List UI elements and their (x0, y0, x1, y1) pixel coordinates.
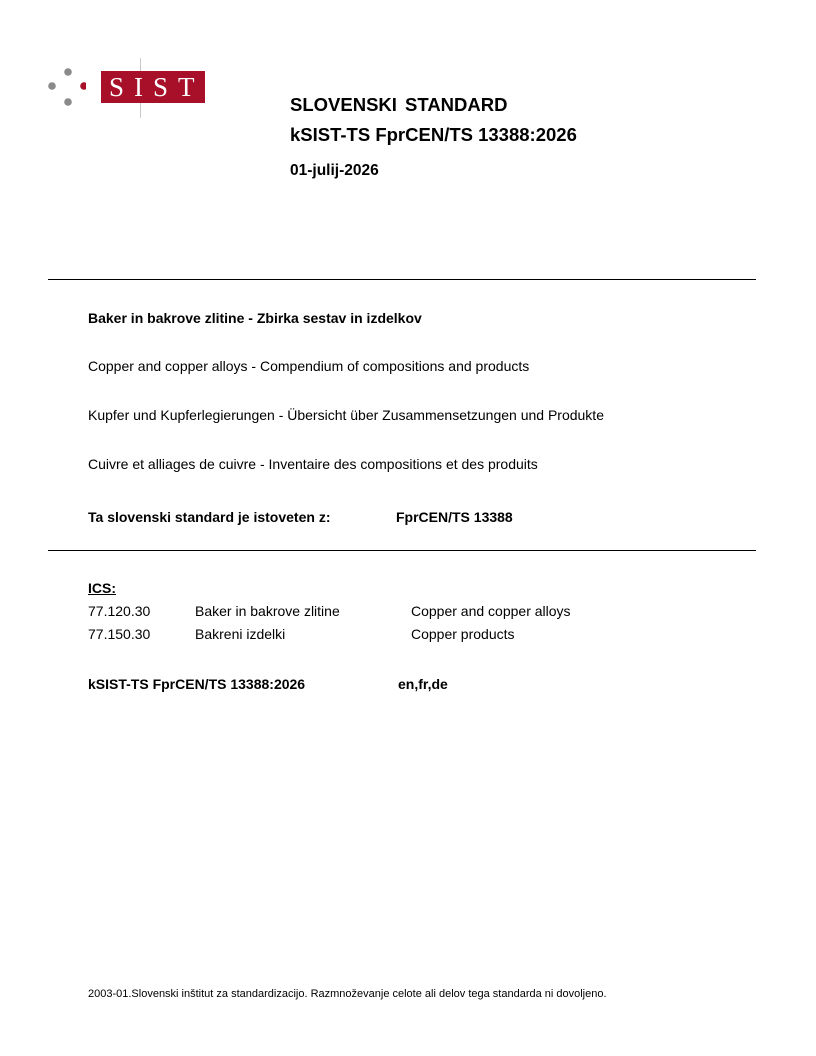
logo-dots-icon (46, 66, 86, 108)
standard-code-title: kSIST-TS FprCEN/TS 13388:2026 (290, 124, 577, 145)
ics-description-slovenian: Baker in bakrove zlitine (195, 603, 340, 619)
reference-languages: en,fr,de (398, 676, 448, 692)
ics-description-english: Copper products (411, 626, 515, 642)
standard-type-title: SLOVENSKI STANDARD (290, 94, 508, 115)
divider-middle (48, 550, 756, 551)
identity-label: Ta slovenski standard je istoveten z: (88, 509, 331, 525)
divider-top (48, 279, 756, 280)
ics-description-english: Copper and copper alloys (411, 603, 571, 619)
ics-description-slovenian: Bakreni izdelki (195, 626, 286, 642)
copyright-footer: 2003-01.Slovenski inštitut za standardizacijo. Razmnoževanje celote ali delov tega standarda ni dovoljeno. (88, 988, 607, 1000)
title-slovenian: Baker in bakrove zlitine - Zbirka sestav in izdelkov (88, 310, 422, 326)
ics-row (88, 626, 688, 646)
reference-code: kSIST-TS FprCEN/TS 13388:2026 (88, 676, 306, 692)
title-german: Kupfer und Kupferlegierungen - Übersicht über Zusammensetzungen und Produkte (88, 407, 604, 423)
ics-heading: ICS: (88, 580, 116, 596)
sist-logo: SIST (101, 71, 205, 103)
title-english: Copper and copper alloys - Compendium of compositions and products (88, 358, 530, 374)
identity-value: FprCEN/TS 13388 (396, 509, 513, 525)
ics-code: 77.150.30 (88, 626, 151, 642)
title-french: Cuivre et alliages de cuivre - Inventaire des compositions et des produits (88, 456, 538, 472)
publication-date: 01-julij-2026 (290, 162, 379, 179)
ics-code: 77.120.30 (88, 603, 151, 619)
ics-row (88, 603, 688, 623)
